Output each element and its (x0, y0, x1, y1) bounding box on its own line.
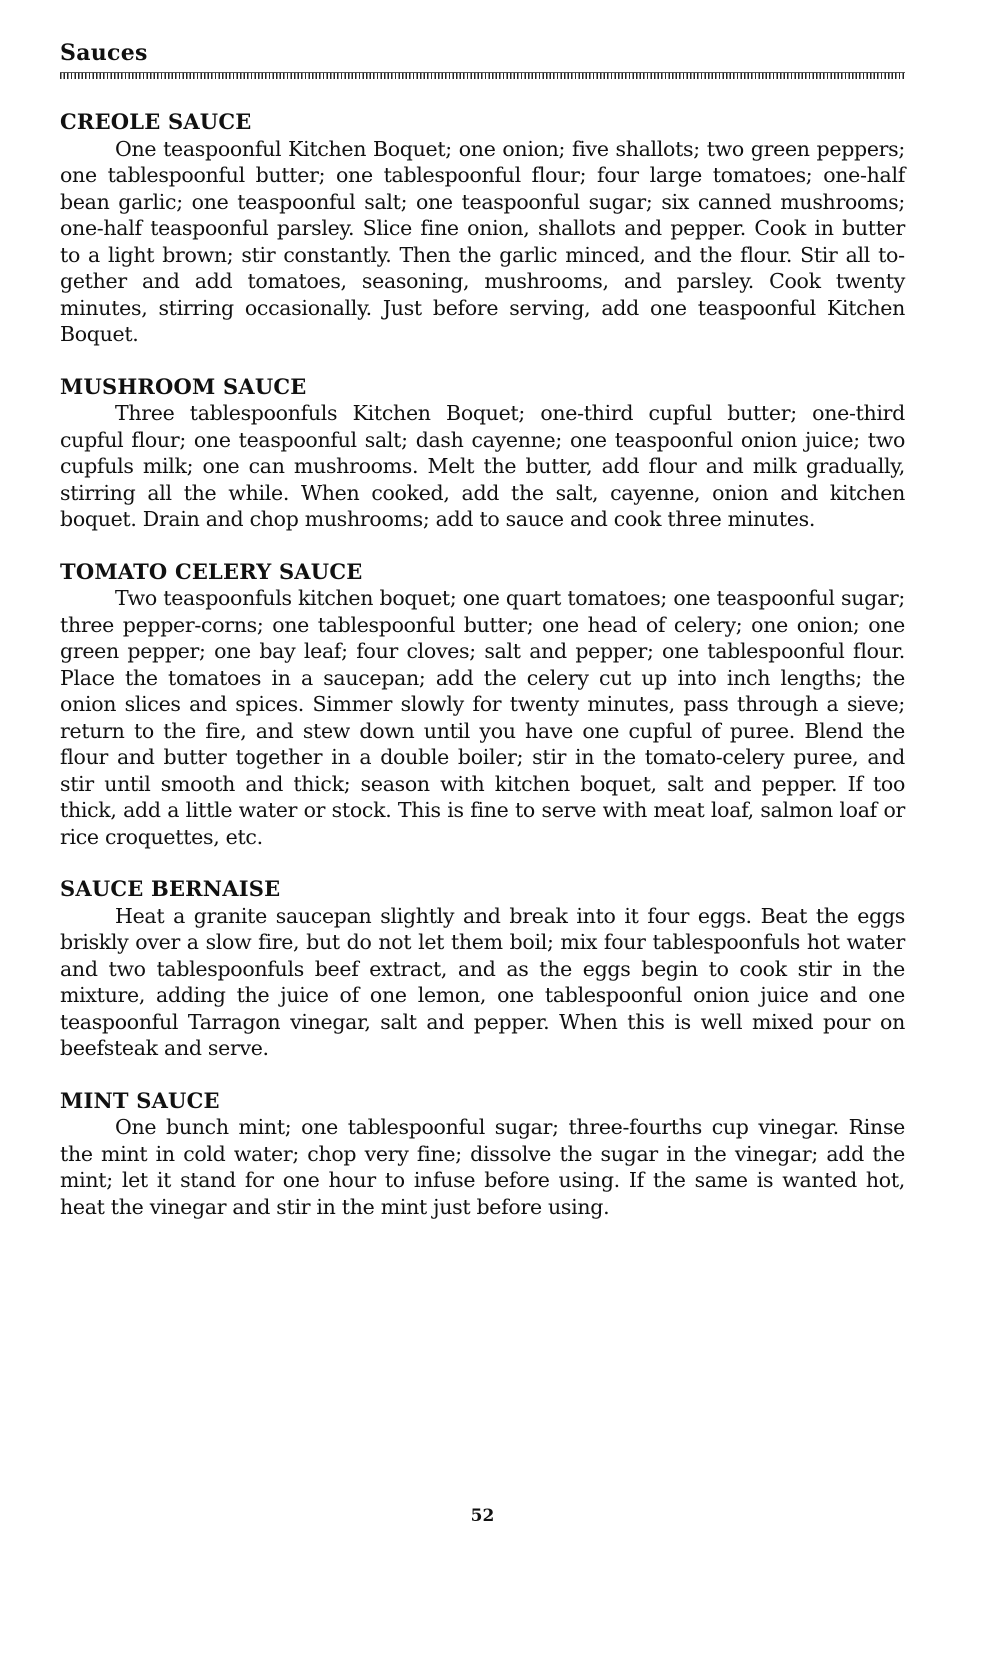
recipe-sauce-bernaise (60, 876, 905, 1062)
recipe-body: Heat a granite saucepan slightly and break into it four eggs. Beat the eggs briskly over a slow fire, but do not let them boil; mix four tablespoonfuls hot water and two tablespoonfuls beef extract, and as the eggs begin to cook stir in the mixture, adding the juice of one lemon, one tablespoonful onion juice and one teaspoonful Tarragon vinegar, salt and pepper. When this is well mixed pour on beefsteak and serve. (60, 903, 905, 1060)
recipe-title: TOMATO CELERY SAUCE (60, 558, 363, 584)
recipe-tomato-celery-sauce (60, 559, 905, 851)
recipe-mushroom-sauce (60, 374, 905, 533)
recipe-body: One teaspoonful Kitchen Boquet; one onion; five shallots; two green peppers; one tablespoonful butter; one tablespoonful flour; four large tomatoes; one-half bean garlic; one teaspoonful salt; one teaspoonful sugar; six canned mushrooms; one-half teaspoonful parsley. Slice fine onion, shallots and pepper. Cook in butter to a light brown; stir constantly. Then the garlic minced, and the flour. Stir all together and add tomatoes, seasoning, mushrooms, and parsley. Cook twenty minutes, stirring occasionally. Just before serving, add one teaspoonful Kitchen Boquet. (60, 136, 905, 346)
book-page (60, 40, 905, 1526)
recipe-body: One bunch mint; one tablespoonful sugar; three-fourths cup vinegar. Rinse the mint in cold water; chop very fine; dissolve the sugar in the vinegar; add the mint; let it stand for one hour to infuse before using. If the same is wanted hot, heat the vinegar and stir in the mint just before using. (60, 1115, 905, 1219)
recipe-title: CREOLE SAUCE (60, 109, 252, 134)
recipe-body: Three tablespoonfuls Kitchen Boquet; one-third cupful butter; one-third cupful flour; one teaspoonful salt; dash cayenne; one teaspoonful onion juice; two cupfuls milk; one can mushrooms. Melt the butter, add flour and milk gradually, stirring all the while. When cooked, add the salt, cayenne, onion and kitchen boquet. Drain and chop mushrooms; add to sauce and cook three minutes. (60, 401, 905, 531)
recipe-title: MINT SAUCE (60, 1087, 220, 1113)
page-number: 52 (470, 1506, 495, 1526)
recipe-mint-sauce (60, 1088, 905, 1221)
recipe-title: MUSHROOM SAUCE (60, 373, 307, 399)
recipe-body: Two teaspoonfuls kitchen boquet; one quart tomatoes; one teaspoonful sugar; three pepper-corns; one tablespoonful butter; one head of celery; one onion; one green pepper; one bay leaf; four cloves; salt and pepper; one tablespoonful flour. Place the tomatoes in a saucepan; add the celery cut up into inch lengths; the onion slices and spices. Simmer slowly for twenty minutes, pass through a sieve; return to the fire, and stew down until you have one cupful of puree. Blend the flour and butter together in a double boiler; stir in the tomato-celery puree, and stir until smooth and thick; season with kitchen boquet, salt and pepper. If too thick, add a little water or stock. This is fine to serve with meat loaf, salmon loaf or rice croquettes, etc. (60, 586, 905, 849)
header-rule (60, 72, 905, 79)
recipe-title: SAUCE BERNAISE (60, 876, 281, 901)
recipe-creole-sauce (60, 109, 905, 348)
running-head: Sauces (60, 40, 148, 66)
